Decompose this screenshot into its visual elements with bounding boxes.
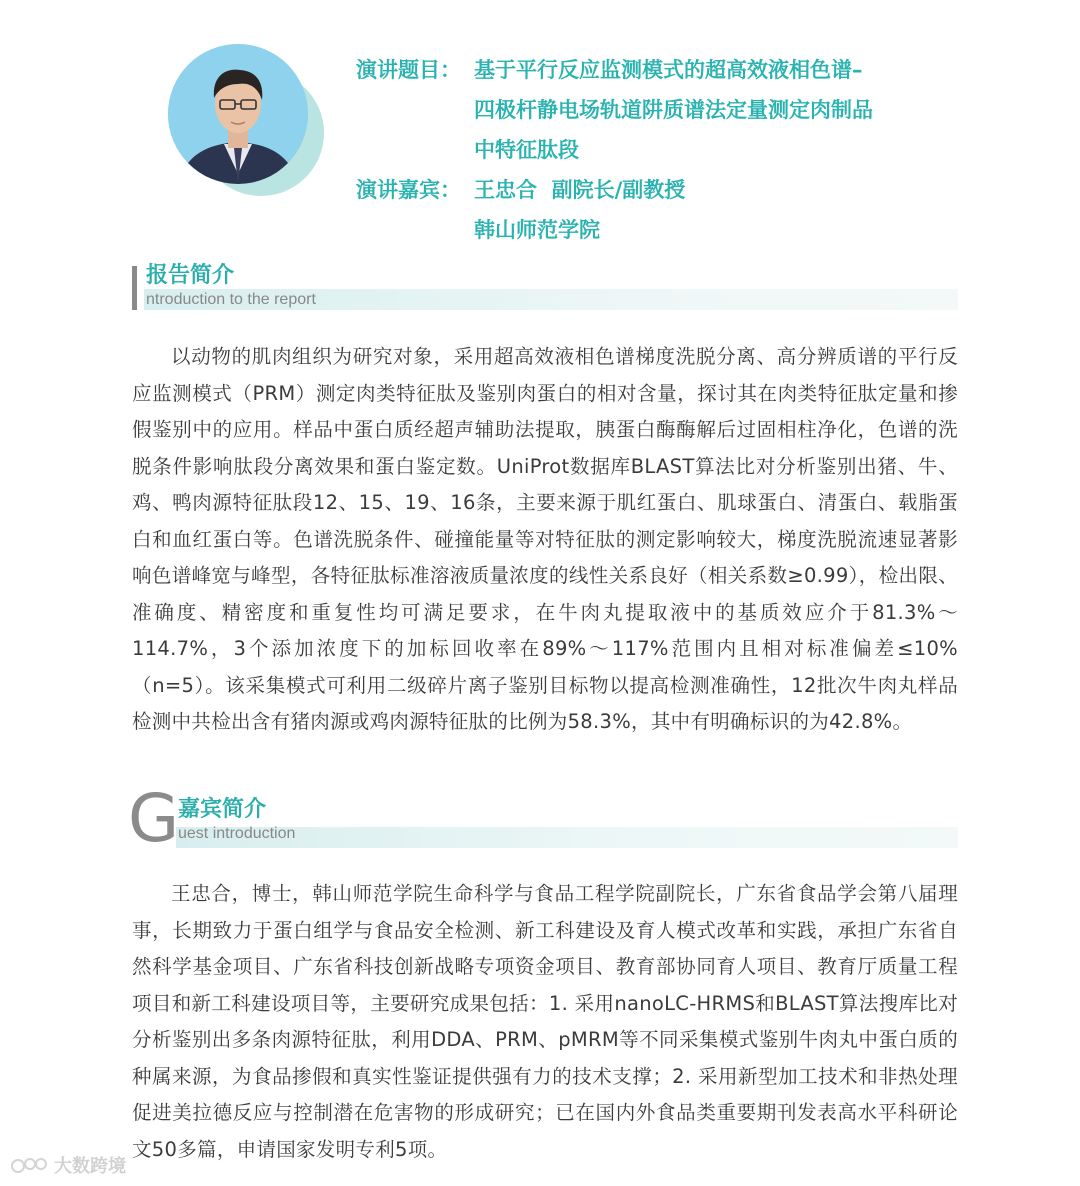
- weibo-logo-icon: [10, 1154, 50, 1176]
- watermark-text: 大数跨境: [54, 1156, 126, 1177]
- speaker-name-title: 王忠合 副院长/副教授: [474, 178, 686, 202]
- guest-section-header: [128, 780, 958, 857]
- guest-section-subtitle: uest introduction: [178, 825, 296, 842]
- report-section-header: [132, 262, 958, 316]
- speaker-row: [356, 170, 956, 250]
- talk-info: [356, 50, 956, 250]
- section-bar-decoration: [132, 266, 137, 310]
- talk-title-line: 中特征肽段: [474, 138, 579, 162]
- talk-title-row: [356, 50, 956, 170]
- talk-title-line: 基于平行反应监测模式的超高效液相色谱–: [474, 58, 863, 82]
- report-section-subtitle: ntroduction to the report: [146, 291, 316, 308]
- speaker-photo: [168, 44, 308, 184]
- guest-section-title: 嘉宾简介: [178, 797, 267, 822]
- guest-body: 王忠合，博士，韩山师范学院生命科学与食品工程学院副院长，广东省食品学会第八届理事，长期致力于蛋白组学与食品安全检测、新工科建设及育人模式改革和实践，承担广东省自然科学基金项目、广东省科技创新战略专项资金项目、教育部协同育人项目、教育厅质量工程项目和新工科建设项目等，主要研究成果包括：1. 采用nanoLC-HRMS和BLAST算法搜库比对分析鉴别出多条肉源特征肽，利用DDA、PRM、pMRM等不同采集模式鉴别牛肉丸中蛋白质的种属来源，为食品掺假和真实性鉴证提供强有力的技术支撑；2. 采用新型加工技术和非热处理促进美拉德反应与控制潜在危害物的形成研究；已在国内外食品类重要期刊发表高水平科研论文50多篇，申请国家发明专利5项。: [132, 882, 958, 1161]
- report-section-title: 报告简介: [146, 263, 235, 288]
- guest-section-letter: G: [128, 780, 180, 857]
- report-body: 以动物的肌肉组织为研究对象，采用超高效液相色谱梯度洗脱分离、高分辨质谱的平行反应监测模式（PRM）测定肉类特征肽及鉴别肉蛋白的相对含量，探讨其在肉类特征肽定量和掺假鉴别中的应用。样品中蛋白质经超声辅助法提取，胰蛋白酶酶解后过固相柱净化，色谱的洗脱条件影响肽段分离效果和蛋白鉴定数。UniProt数据库BLAST算法比对分析鉴别出猪、牛、鸡、鸭肉源特征肽段12、15、19、16条，主要来源于肌红蛋白、肌球蛋白、清蛋白、载脂蛋白和血红蛋白等。色谱洗脱条件、碰撞能量等对特征肽的测定影响较大，梯度洗脱流速显著影响色谱峰宽与峰型，各特征肽标准溶液质量浓度的线性关系良好（相关系数≥0.99），检出限、准确度、精密度和重复性均可满足要求，在牛肉丸提取液中的基质效应介于81.3%～114.7%，3个添加浓度下的加标回收率在89%～117%范围内且相对标准偏差≤10%（n=5）。该采集模式可利用二级碎片离子鉴别目标物以提高检测准确性，12批次牛肉丸样品检测中共检出含有猪肉源或鸡肉源特征肽的比例为58.3%，其中有明确标识的为42.8%。: [132, 345, 958, 733]
- speaker-label: 演讲嘉宾：: [356, 178, 461, 202]
- speaker-affiliation: 韩山师范学院: [474, 218, 600, 242]
- talk-title-line: 四极杆静电场轨道阱质谱法定量测定肉制品: [474, 98, 873, 122]
- talk-title-label: 演讲题目：: [356, 58, 461, 82]
- speaker-portrait: [168, 44, 308, 184]
- watermark: [10, 1152, 126, 1178]
